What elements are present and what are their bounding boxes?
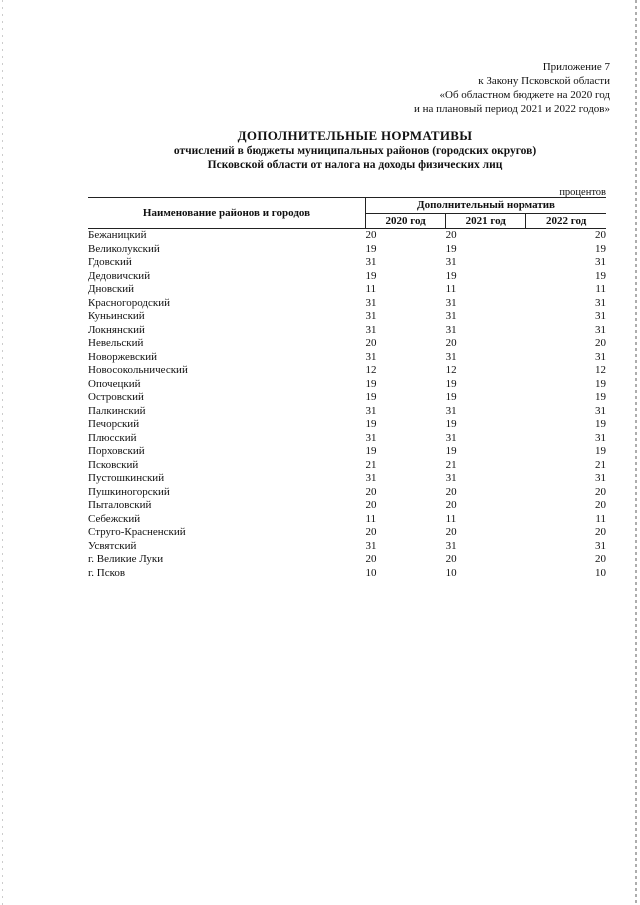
cell-value-2020: 19	[365, 418, 377, 430]
unit-label: процентов	[559, 187, 606, 198]
cell-value-2022: 19	[595, 269, 606, 282]
cell-district-name: Красногородский	[88, 296, 171, 309]
table-row	[88, 324, 606, 338]
cell-value-2021: 19	[445, 377, 457, 390]
cell-value-2022: 19	[595, 377, 606, 390]
cell-value-2020: 11	[365, 512, 377, 525]
cell-value-2022: 20	[595, 485, 606, 498]
appendix-line-1: Приложение 7	[542, 61, 610, 73]
cell-value-2020: 20	[365, 485, 377, 498]
table-row	[88, 540, 606, 554]
appendix-block	[310, 60, 610, 116]
cell-value-2022: 19	[595, 242, 606, 255]
cell-district-name: Себежский	[88, 512, 141, 525]
header-year-2021: 2021 год	[446, 213, 526, 229]
table-row	[88, 310, 606, 324]
table-row	[88, 499, 606, 513]
cell-value-2020: 20	[365, 337, 377, 349]
table-row	[88, 283, 606, 297]
cell-value-2021: 19	[445, 269, 457, 282]
cell-value-2020: 19	[365, 377, 377, 390]
cell-district-name: Палкинский	[88, 404, 146, 417]
cell-value-2021: 31	[445, 350, 457, 363]
cell-district-name: Дедовичский	[88, 269, 151, 282]
cell-value-2022: 31	[595, 404, 606, 417]
cell-value-2020: 20	[365, 553, 377, 565]
table-row	[88, 243, 606, 257]
title-sub-1: отчислений в бюджеты муниципальных районов (городских округов)	[173, 145, 537, 157]
cell-value-2021: 19	[445, 418, 457, 430]
table-row	[88, 486, 606, 500]
cell-district-name: Псковский	[88, 458, 139, 471]
cell-district-name: Бежаницкий	[88, 229, 147, 241]
table-row	[88, 567, 606, 581]
cell-district-name: Пыталовский	[88, 499, 152, 511]
cell-value-2022: 21	[595, 458, 606, 471]
cell-value-2021: 31	[445, 431, 457, 444]
cell-value-2022: 31	[595, 310, 606, 322]
cell-value-2022: 31	[595, 539, 606, 552]
cell-value-2020: 31	[365, 539, 377, 552]
cell-value-2020: 20	[365, 526, 377, 538]
cell-value-2020: 31	[365, 431, 377, 444]
cell-value-2021: 12	[445, 364, 457, 376]
cell-value-2021: 20	[445, 553, 457, 565]
cell-value-2021: 20	[445, 229, 457, 241]
cell-value-2021: 19	[445, 445, 457, 457]
cell-district-name: Новосокольнический	[88, 364, 188, 376]
cell-value-2022: 19	[595, 445, 606, 457]
cell-value-2020: 31	[365, 350, 377, 363]
cell-value-2022: 31	[595, 256, 606, 268]
cell-district-name: Пустошкинский	[88, 472, 165, 484]
cell-value-2020: 10	[365, 566, 377, 579]
cell-value-2020: 31	[365, 310, 377, 322]
cell-value-2021: 31	[445, 539, 457, 552]
scan-edge-left	[2, 0, 3, 905]
appendix-line-3: «Об областном бюджете на 2020 год	[439, 89, 610, 101]
cell-value-2022: 20	[595, 337, 606, 349]
table-row	[88, 229, 606, 243]
document-title	[90, 128, 620, 172]
table-row	[88, 391, 606, 405]
cell-value-2020: 31	[365, 472, 377, 484]
header-year-2022: 2022 год	[526, 213, 606, 229]
cell-value-2020: 19	[365, 269, 377, 282]
cell-value-2022: 19	[595, 391, 606, 403]
header-name: Наименование районов и городов	[88, 198, 366, 229]
table-row	[88, 364, 606, 378]
cell-value-2021: 20	[445, 499, 457, 511]
cell-district-name: Островский	[88, 391, 144, 403]
cell-value-2021: 31	[445, 296, 457, 309]
cell-value-2020: 19	[365, 391, 377, 403]
table-row	[88, 459, 606, 473]
table-row	[88, 378, 606, 392]
cell-district-name: Гдовский	[88, 256, 132, 268]
norms-table	[88, 197, 606, 580]
cell-district-name: Локнянский	[88, 323, 145, 336]
cell-value-2021: 20	[445, 526, 457, 538]
header-year-2020: 2020 год	[366, 213, 446, 229]
cell-value-2021: 11	[445, 512, 457, 525]
cell-value-2022: 31	[595, 323, 606, 336]
cell-value-2020: 20	[365, 499, 377, 511]
table-body	[88, 229, 606, 581]
cell-value-2022: 11	[595, 283, 606, 295]
cell-value-2020: 19	[365, 242, 377, 255]
table-row	[88, 418, 606, 432]
cell-value-2022: 31	[595, 431, 606, 444]
cell-value-2022: 31	[595, 296, 606, 309]
header-group: Дополнительный норматив	[366, 198, 607, 214]
cell-value-2022: 20	[595, 526, 606, 538]
table-row	[88, 445, 606, 459]
cell-value-2021: 20	[445, 337, 457, 349]
table-row	[88, 297, 606, 311]
cell-value-2021: 19	[445, 391, 457, 403]
table-row	[88, 526, 606, 540]
cell-value-2021: 11	[445, 283, 457, 295]
cell-value-2022: 20	[595, 553, 606, 565]
cell-value-2020: 21	[365, 458, 377, 471]
appendix-line-4: и на плановый период 2021 и 2022 годов»	[413, 103, 610, 115]
cell-value-2022: 31	[595, 350, 606, 363]
cell-value-2020: 20	[365, 229, 377, 241]
table-row	[88, 270, 606, 284]
cell-value-2022: 20	[595, 499, 606, 511]
cell-value-2021: 31	[445, 310, 457, 322]
cell-district-name: Печорский	[88, 418, 140, 430]
cell-value-2021: 10	[445, 566, 457, 579]
cell-value-2022: 19	[595, 418, 606, 430]
table-row	[88, 405, 606, 419]
title-sub-2: Псковской области от налога на доходы физических лиц	[207, 159, 503, 171]
cell-value-2020: 31	[365, 296, 377, 309]
table-row	[88, 472, 606, 486]
cell-value-2021: 31	[445, 472, 457, 484]
cell-value-2022: 12	[595, 364, 606, 376]
table-row	[88, 351, 606, 365]
cell-value-2020: 31	[365, 404, 377, 417]
cell-district-name: Порховский	[88, 445, 145, 457]
table-row	[88, 256, 606, 270]
cell-value-2020: 31	[365, 323, 377, 336]
title-main: ДОПОЛНИТЕЛЬНЫЕ НОРМАТИВЫ	[237, 128, 473, 143]
cell-value-2020: 31	[365, 256, 377, 268]
cell-value-2020: 19	[365, 445, 377, 457]
cell-value-2021: 31	[445, 404, 457, 417]
table-row	[88, 337, 606, 351]
cell-value-2022: 10	[595, 566, 606, 579]
cell-value-2021: 31	[445, 323, 457, 336]
cell-value-2020: 11	[365, 283, 377, 295]
cell-district-name: г. Псков	[88, 566, 126, 579]
cell-value-2022: 11	[595, 512, 606, 525]
cell-district-name: Пушкиногорский	[88, 485, 170, 498]
cell-district-name: Струго-Красненский	[88, 526, 186, 538]
table-row	[88, 553, 606, 567]
table-row	[88, 513, 606, 527]
cell-value-2021: 19	[445, 242, 457, 255]
cell-district-name: Плюсский	[88, 431, 137, 444]
cell-district-name: г. Великие Луки	[88, 553, 164, 565]
appendix-line-2: к Закону Псковской области	[478, 75, 610, 87]
cell-district-name: Опочецкий	[88, 377, 141, 390]
cell-district-name: Дновский	[88, 283, 135, 295]
cell-value-2022: 31	[595, 472, 606, 484]
cell-district-name: Великолукский	[88, 242, 160, 255]
cell-value-2021: 20	[445, 485, 457, 498]
cell-district-name: Куньинский	[88, 310, 145, 322]
cell-value-2021: 21	[445, 458, 457, 471]
cell-district-name: Невельский	[88, 337, 144, 349]
cell-district-name: Новоржевский	[88, 350, 158, 363]
scan-edge-right	[635, 0, 637, 905]
cell-value-2021: 31	[445, 256, 457, 268]
cell-value-2020: 12	[365, 364, 377, 376]
cell-district-name: Усвятский	[88, 539, 137, 552]
table-row	[88, 432, 606, 446]
cell-value-2022: 20	[595, 229, 606, 241]
